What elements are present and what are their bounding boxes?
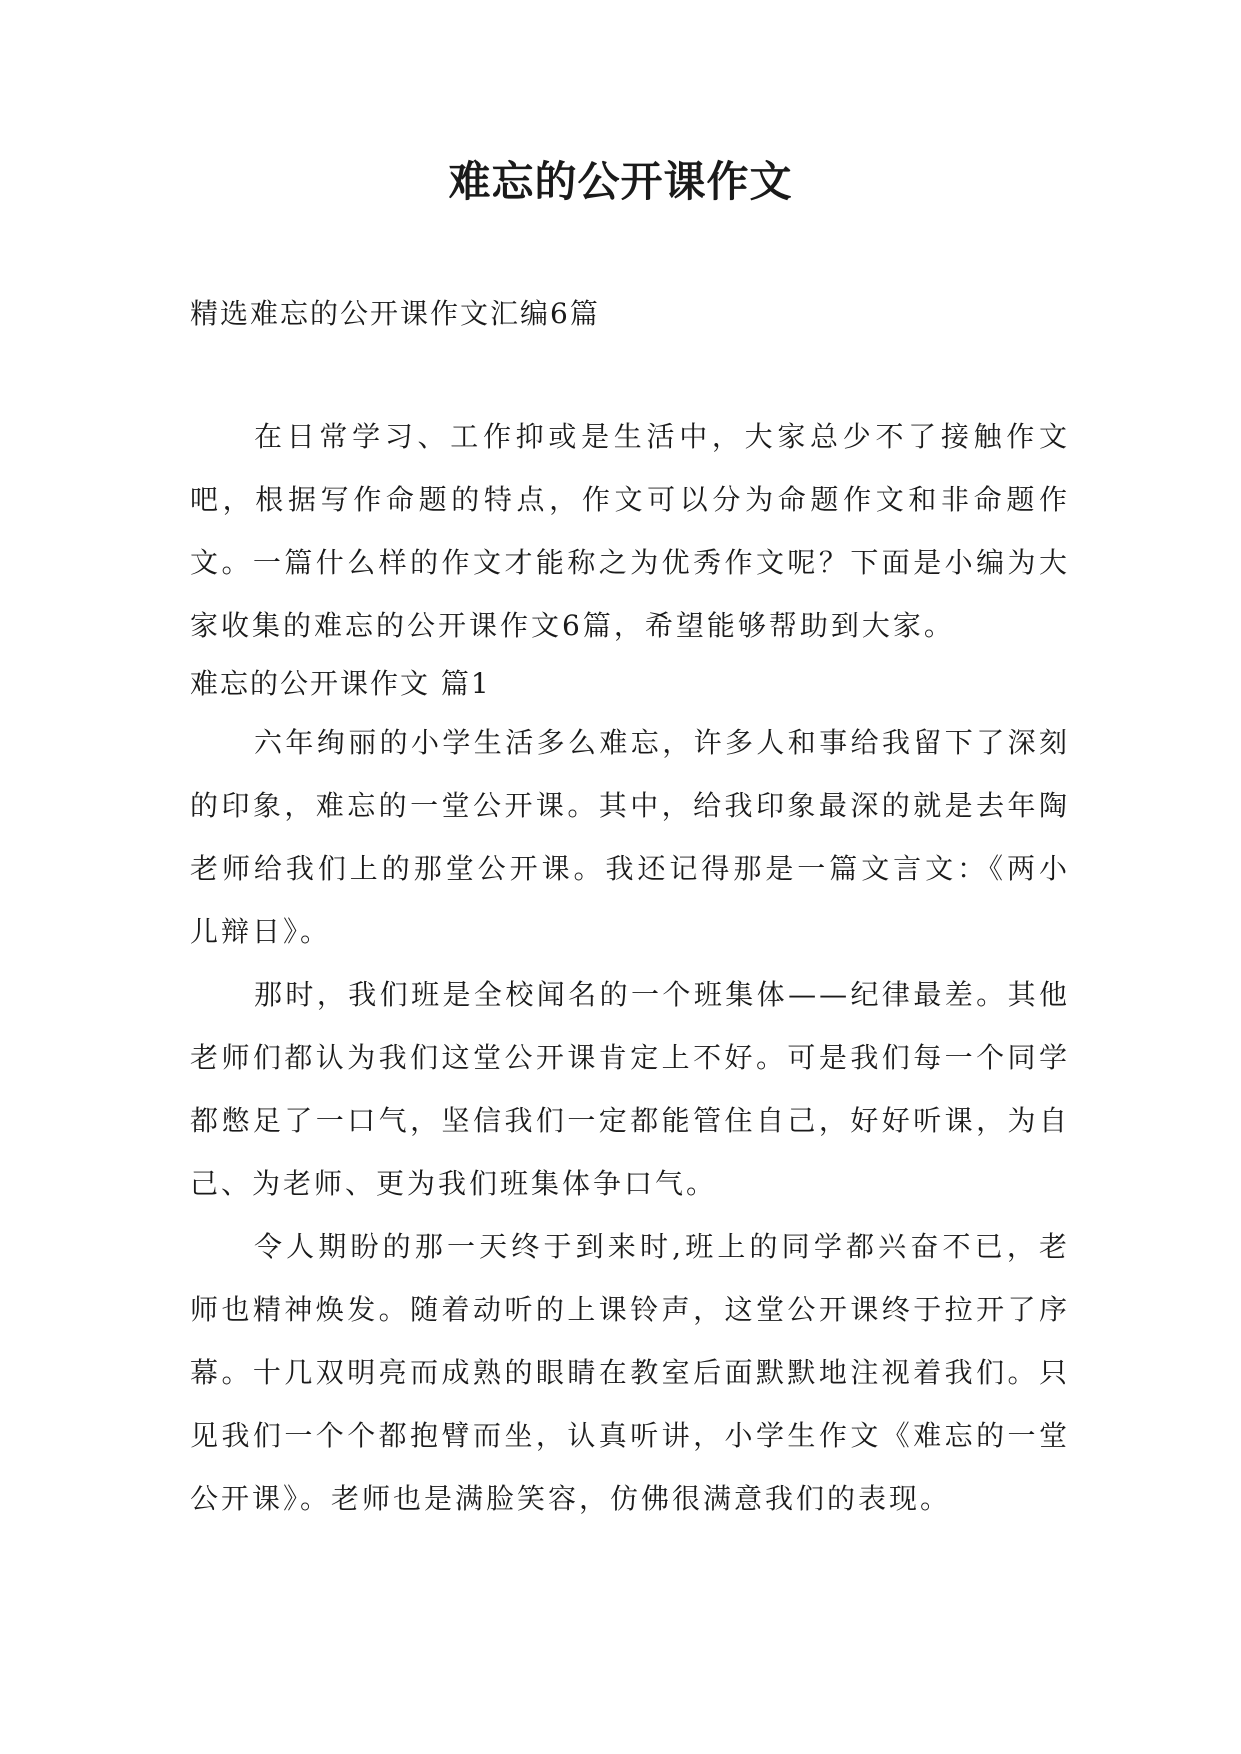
intro-paragraph: 在日常学习、工作抑或是生活中，大家总少不了接触作文吧，根据写作命题的特点，作文可以分为命题作文和非命题作文。一篇什么样的作文才能称之为优秀作文呢？下面是小编为大家收集的难忘的公开课作文6篇，希望能够帮助到大家。	[190, 420, 1070, 642]
document-body	[190, 405, 1070, 1530]
document-subtitle: 精选难忘的公开课作文汇编6篇	[190, 297, 600, 330]
body-paragraph: 六年绚丽的小学生活多么难忘，许多人和事给我留下了深刻的印象，难忘的一堂公开课。其中，给我印象最深的就是去年陶老师给我们上的那堂公开课。我还记得那是一篇文言文：《两小儿辩日》。	[190, 726, 1070, 948]
body-paragraph: 令人期盼的那一天终于到来时,班上的同学都兴奋不已，老师也精神焕发。随着动听的上课铃声，这堂公开课终于拉开了序幕。十几双明亮而成熟的眼睛在教室后面默默地注视着我们。只见我们一个个都抱臂而坐，认真听讲，小学生作文《难忘的一堂公开课》。老师也是满脸笑容，仿佛很满意我们的表现。	[190, 1230, 1070, 1515]
document-title: 难忘的公开课作文	[448, 157, 793, 206]
body-paragraph: 那时，我们班是全校闻名的一个班集体——纪律最差。其他老师们都认为我们这堂公开课肯定上不好。可是我们每一个同学都憋足了一口气，坚信我们一定都能管住自己，好好听课，为自己、为老师、更为我们班集体争口气。	[190, 978, 1070, 1200]
section-heading: 难忘的公开课作文 篇1	[190, 667, 491, 700]
